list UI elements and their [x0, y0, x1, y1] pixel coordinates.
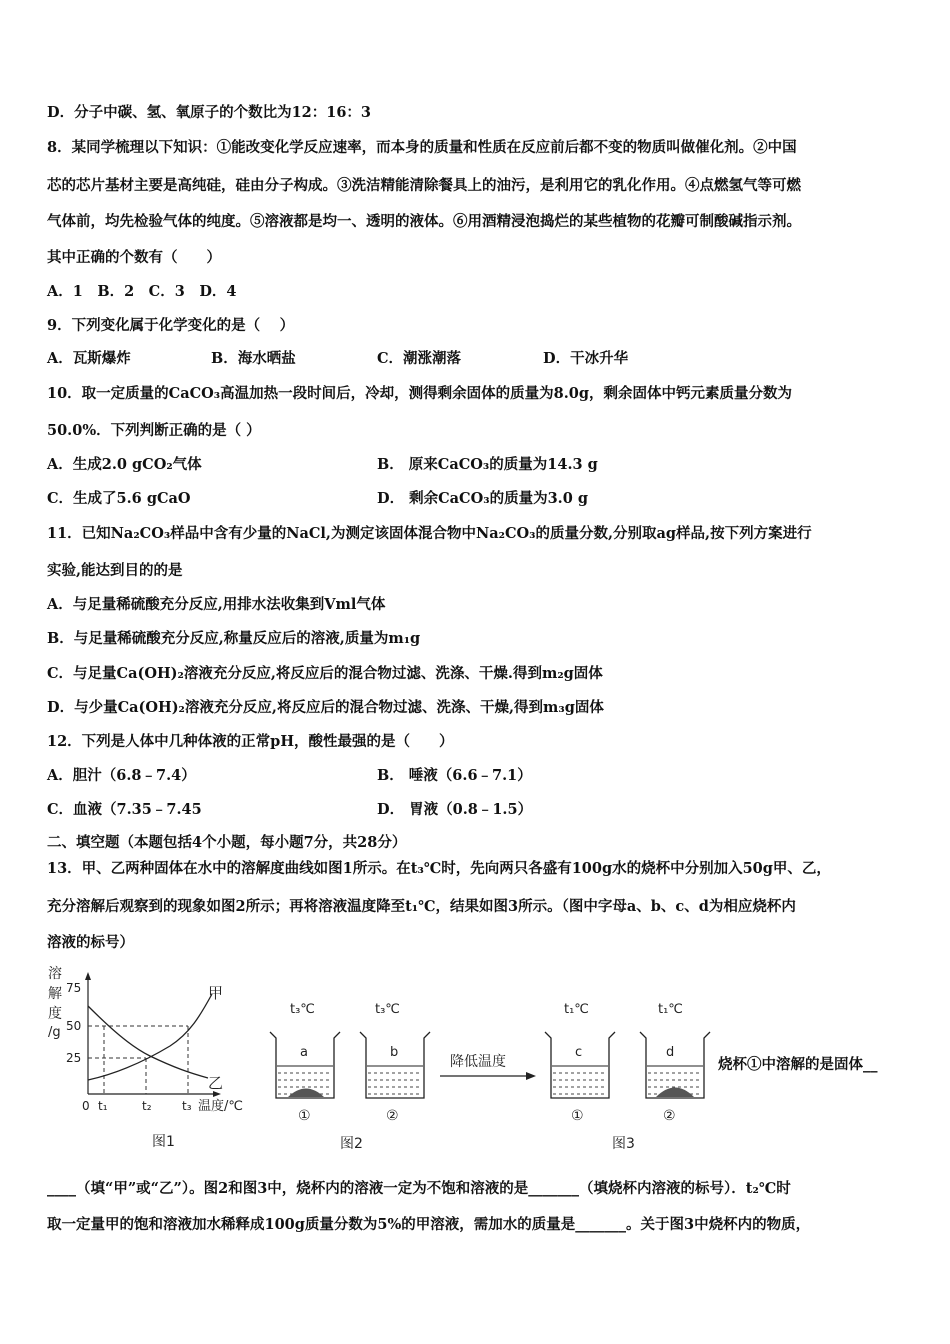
fig2-caption: 图2: [340, 1136, 363, 1152]
fig1-xtick-0: 0: [82, 1099, 90, 1113]
beaker-b-number: ②: [386, 1108, 399, 1124]
q13-line5: 取一定量甲的饱和溶液加水稀释成100g质量分数为5%的甲溶液，需加水的质量是_______。关于图3中烧杯内的物质，: [47, 1216, 811, 1233]
q10-stem-line2: 50.0%．下列判断正确的是（ ）: [47, 422, 261, 439]
fig1-curve-yi-label: 乙: [208, 1074, 224, 1092]
q9-option-a: A．瓦斯爆炸: [47, 350, 131, 367]
beaker-d-number: ②: [663, 1108, 676, 1124]
fig1-xlabel: 温度/℃: [198, 1099, 243, 1114]
q8-stem-line2: 芯的芯片基材主要是高纯硅，硅由分子构成。③洗洁精能清除餐具上的油污，是利用它的乳化作用。④点燃氢气等可燃: [47, 177, 801, 194]
q11-option-a: A．与足量稀硫酸充分反应,用排水法收集到Vml气体: [47, 596, 386, 613]
beaker-c: [545, 1032, 615, 1098]
q9-option-b: B．海水晒盐: [211, 350, 296, 367]
beaker-d-label: d: [666, 1045, 675, 1060]
fig1-caption: 图1: [152, 1134, 175, 1150]
beaker-c-number: ①: [571, 1108, 584, 1124]
q11-option-d: D．与少量Ca(OH)₂溶液充分反应,将反应后的混合物过滤、洗涤、干燥,得到m₃g固体: [47, 699, 604, 716]
fig3-caption: 图3: [612, 1136, 635, 1152]
q12-stem: 12．下列是人体中几种体液的正常pH，酸性最强的是（ ）: [47, 733, 454, 750]
q13-stem-line2: 充分溶解后观察到的现象如图2所示；再将溶液温度降至t₁℃，结果如图3所示。（图中字母a、b、c、d为相应烧杯内: [47, 898, 796, 915]
fig3-temp-c: t₁℃: [564, 1002, 589, 1017]
beaker-c-label: c: [575, 1045, 583, 1060]
q7-option-d: D．分子中碳、氢、氧原子的个数比为12：16：3: [47, 104, 372, 121]
q12-option-d: D． 胃液（0.8﹣1.5）: [377, 801, 533, 818]
q12-option-b: B． 唾液（6.6﹣7.1）: [377, 767, 532, 784]
beaker-b-liquid: [368, 1073, 422, 1094]
cooling-arrow: [440, 1053, 536, 1080]
q13-line4: ____（填“甲”或“乙”）。图2和图3中，烧杯内的溶液一定为不饱和溶液的是_______（填烧杯内溶液的标号）．t₂℃时: [47, 1180, 791, 1197]
beaker-a-number: ①: [298, 1108, 311, 1124]
q8-options: A．1 B．2 C．3 D．4: [47, 283, 237, 300]
q8-stem-line4: 其中正确的个数有（ ）: [47, 249, 221, 266]
q12-option-c: C．血液（7.35﹣7.45: [47, 801, 202, 818]
fig2-beakers: [270, 1002, 430, 1152]
q10-option-d: D． 剩余CaCO₃的质量为3.0 g: [377, 490, 588, 507]
fig1-ytick-75: 75: [66, 981, 82, 995]
fig1-xtick-t1: t₁: [98, 1099, 108, 1113]
fig2-temp-b: t₃℃: [375, 1002, 400, 1017]
fig1-solubility-chart: [48, 965, 243, 1150]
q9-option-d: D．干冰升华: [543, 350, 629, 367]
fig1-curve-jia: [88, 994, 212, 1080]
fig1-ylabel-1: 溶: [48, 966, 62, 982]
q8-stem-line1: 8．某同学梳理以下知识：①能改变化学反应速率，而本身的质量和性质在反应前后都不变的物质叫做催化剂。②中国: [47, 139, 797, 156]
cooling-arrow-label: 降低温度: [450, 1054, 506, 1070]
fig1-y-arrow: [85, 972, 91, 980]
beaker-b: [360, 1032, 430, 1098]
beaker-c-liquid: [553, 1073, 607, 1094]
fig3-beakers: [545, 1002, 710, 1152]
q11-stem-line2: 实验,能达到目的的是: [47, 562, 183, 579]
q12-option-a: A．胆汁（6.8﹣7.4）: [47, 767, 196, 784]
fig1-ylabel-4: /g: [48, 1025, 61, 1040]
q13-stem-line1: 13．甲、乙两种固体在水中的溶解度曲线如图1所示。在t₃℃时，先向两只各盛有100g水的烧杯中分别加入50g甲、乙，: [47, 860, 831, 877]
q11-option-c: C．与足量Ca(OH)₂溶液充分反应,将反应后的混合物过滤、洗涤、干燥.得到m₂g固体: [47, 665, 603, 682]
fig1-curve-yi: [88, 1006, 208, 1078]
beaker-d-undissolved-solid: [656, 1088, 694, 1098]
fig3-temp-d: t₁℃: [658, 1002, 683, 1017]
fig1-xtick-t3: t₃: [182, 1099, 192, 1113]
q10-option-a: A．生成2.0 gCO₂气体: [47, 456, 202, 473]
q10-stem-line1: 10．取一定质量的CaCO₃高温加热一段时间后，冷却，测得剩余固体的质量为8.0g，剩余固体中钙元素质量分数为: [47, 385, 792, 402]
q10-option-c: C．生成了5.6 gCaO: [47, 490, 191, 507]
beaker-b-label: b: [390, 1045, 399, 1060]
cooling-arrow-head: [526, 1072, 536, 1080]
fig1-ytick-50: 50: [66, 1019, 82, 1033]
fig1-ylabel-2: 解: [48, 986, 62, 1002]
q13-blank-1-text: 烧杯①中溶解的是固体__: [718, 1056, 878, 1073]
fig1-curve-jia-label: 甲: [208, 984, 224, 1002]
q8-stem-line3: 气体前，均先检验气体的纯度。⑤溶液都是均一、透明的液体。⑥用酒精浸泡捣烂的某些植物的花瓣可制酸碱指示剂。: [47, 213, 801, 230]
beaker-a-label: a: [300, 1045, 308, 1060]
q13-stem-line3: 溶液的标号）: [47, 934, 134, 951]
beaker-a-undissolved-solid: [288, 1089, 324, 1098]
fig1-xtick-t2: t₂: [142, 1099, 152, 1113]
q10-option-b: B． 原来CaCO₃的质量为14.3 g: [377, 456, 598, 473]
q9-option-c: C．潮涨潮落: [377, 350, 462, 367]
fig2-temp-a: t₃℃: [290, 1002, 315, 1017]
q11-stem-line1: 11．已知Na₂CO₃样品中含有少量的NaCl,为测定该固体混合物中Na₂CO₃的质量分数,分别取ag样品,按下列方案进行: [47, 525, 812, 542]
q11-option-b: B．与足量稀硫酸充分反应,称量反应后的溶液,质量为m₁g: [47, 630, 421, 647]
fig1-ytick-25: 25: [66, 1051, 82, 1065]
section-2-heading: 二、填空题（本题包括4个小题，每小题7分，共28分）: [47, 834, 407, 851]
fig1-ylabel-3: 度: [48, 1006, 62, 1022]
beaker-a: [270, 1032, 340, 1098]
q9-stem: 9．下列变化属于化学变化的是（ ）: [47, 317, 295, 334]
